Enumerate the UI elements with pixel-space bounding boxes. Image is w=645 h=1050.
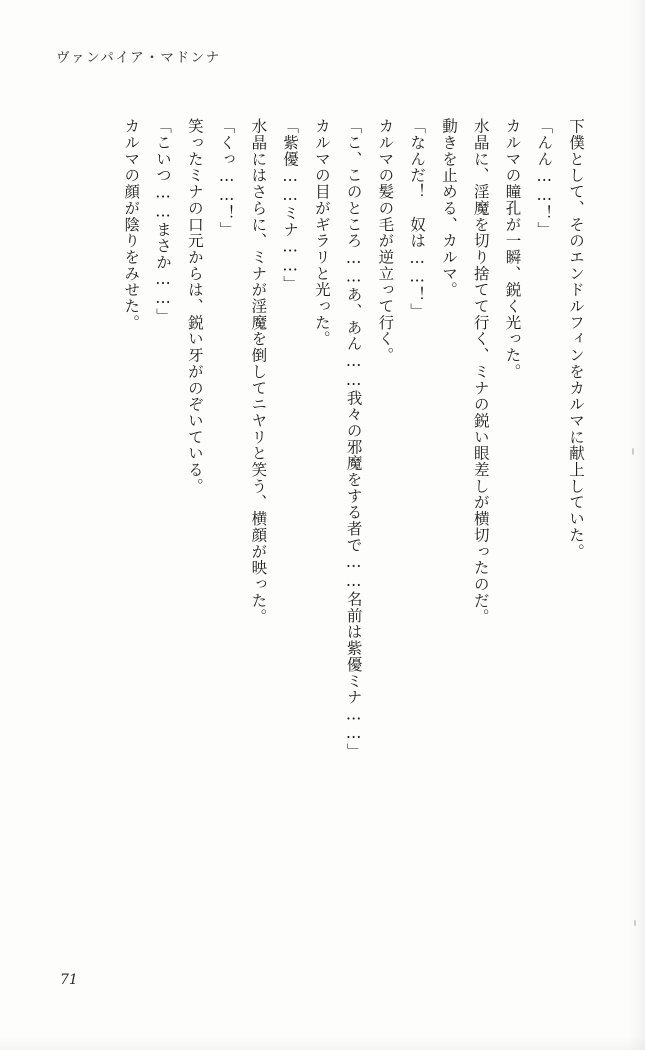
- paragraph: 水晶に、淫魔を切り捨てて行く、ミナの鋭い眼差しが横切ったのだ。: [471, 118, 490, 625]
- paragraph: 下僕として、そのエンドルフィンをカルマに献上していた。: [567, 118, 585, 560]
- running-head: ヴァンパイア・マドンナ: [56, 50, 221, 66]
- paragraph: 笑ったミナの口元からは、鋭い牙がのぞいている。: [185, 118, 204, 495]
- paragraph: 水晶にはさらに、ミナが淫魔を倒してニヤリと笑う、横顔が映った。: [249, 118, 268, 625]
- paragraph: 「くっ……！」: [217, 118, 236, 238]
- paragraph: カルマの顔が陰りをみせた。: [122, 118, 141, 331]
- body-text: [71, 118, 591, 908]
- paragraph: カルマの瞳孔が一瞬、鋭く光った。: [503, 118, 522, 380]
- paragraph: 「紫優……ミナ……」: [281, 118, 300, 292]
- scan-speck: [634, 920, 636, 926]
- page-bottom-shading: [0, 1036, 645, 1050]
- paragraph: カルマの目がギラリと光った。: [312, 118, 331, 347]
- paragraph: 「こ、このところ……あ、あん……我々の邪魔をする者で……名前は紫優ミナ……」: [344, 118, 363, 760]
- paragraph: 動きを止める、カルマ。: [439, 118, 458, 298]
- paragraph: 「こいつ……まさか……」: [154, 118, 173, 325]
- paragraph: 「なんだ！ 奴は……！」: [408, 118, 427, 320]
- page-edge-shading: [629, 0, 645, 1050]
- paragraph: カルマの髪の毛が逆立って行く。: [376, 118, 395, 364]
- paragraph: 「んん……！」: [535, 118, 554, 238]
- page-number: 71: [60, 972, 78, 988]
- scan-speck: [632, 448, 634, 455]
